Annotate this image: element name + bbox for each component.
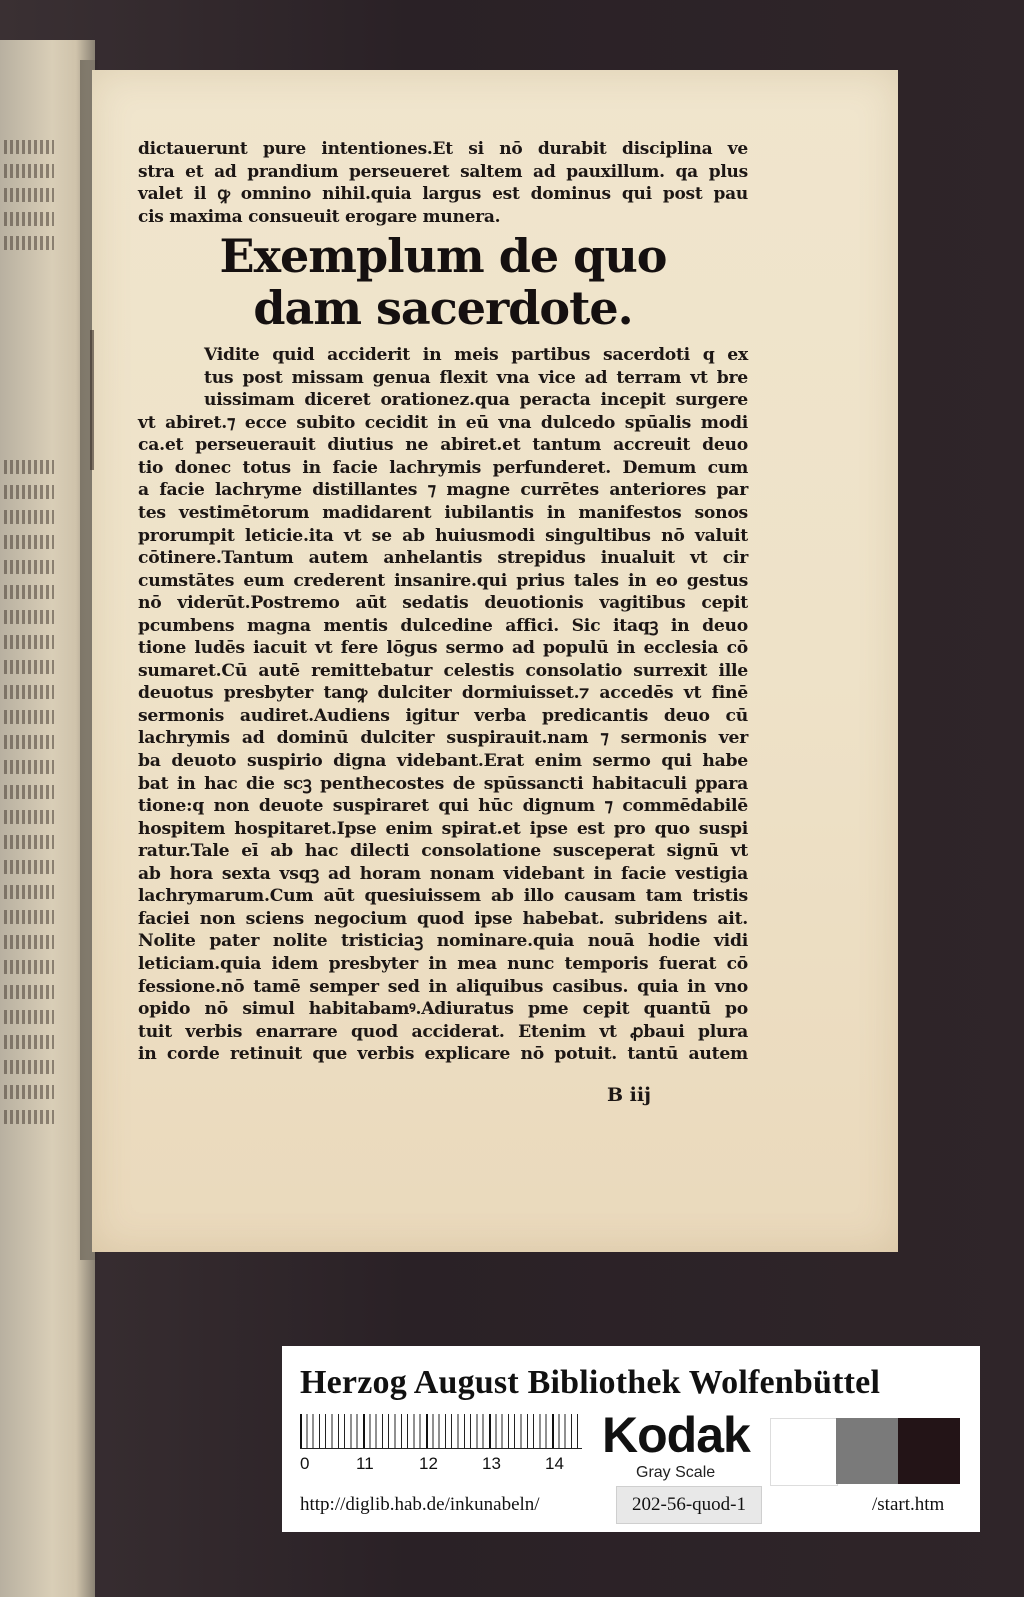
intro-paragraph <box>138 138 748 228</box>
text-line: bat in hac die scꝫ penthecostes de spūssancti habitaculi ꝑpara <box>138 773 748 794</box>
ruler-major-tick <box>552 1414 554 1448</box>
measurement-ruler <box>300 1414 582 1473</box>
text-line: prorumpit leticie.ita vt se ab huiusmodi singultibus nō valuit <box>138 525 748 546</box>
text-block <box>138 138 748 1066</box>
text-line: cōtinere.Tantum autem anhelantis strepidus inualuit vt cir <box>138 548 748 569</box>
incunable-page <box>92 70 898 1252</box>
kodak-logo: Kodak <box>602 1407 750 1463</box>
library-title: Herzog August Bibliothek Wolfenbüttel <box>300 1364 881 1401</box>
text-line: nō viderūt.Postremo aūt sedatis deuotionis vagitibus cepit <box>138 593 748 614</box>
scan-target-card <box>282 1346 980 1532</box>
text-line: pcumbens magna mentis dulcedine affici. Sic itaqꝫ in deuo <box>138 615 748 636</box>
text-line: tuit verbis enarrare quod acciderat. Etenim vt ꝓbaui plura <box>138 1021 748 1042</box>
text-line: sumaret.Cū autē remittebatur celestis consolatio surrexit ille <box>138 660 748 681</box>
text-line: tus post missam genua flexit vna vice ad terram vt bre <box>204 367 748 388</box>
text-line: a facie lachryme distillantes ⁊ magne currētes anteriores par <box>138 480 748 501</box>
text-line: ba deuoto suspirio digna videbant.Erat enim sermo qui habe <box>138 751 748 772</box>
text-line: faciei non sciens negocium quod ipse habebat. subridens ait. <box>138 908 748 929</box>
text-line: cumstātes eum crederent insanire.qui prius tales in eo gestus <box>138 570 748 591</box>
heading-line: dam sacerdote. <box>253 281 633 336</box>
gray-patch-mid <box>836 1418 898 1484</box>
text-line: stra et ad prandium perseueret saltem ad pauxillum. qa plus <box>138 161 748 182</box>
text-line: valet il ꝙ omnino nihil.quia largus est dominus qui post pau <box>138 184 748 205</box>
text-line: cis maxima consueuit erogare munera. <box>138 206 501 227</box>
shelfmark-code: 202-56-quod-1 <box>616 1486 762 1524</box>
gray-patch-white <box>770 1418 838 1486</box>
text-line: vt abiret.⁊ ecce subito cecidit in eū vna dulcedo spūalis modi <box>138 412 748 433</box>
text-line: hospitem hospitaret.Ipse enim spirat.et ipse est pro quo suspi <box>138 818 748 839</box>
text-line: Nolite pater nolite tristiciaꝫ nominare.quia nouā hodie vidi <box>138 931 748 952</box>
text-line: Vidite quid acciderit in meis partibus sacerdoti q ex <box>204 345 748 366</box>
text-line: ratur.Tale eī ab hac dilecti consolatione susceperat signū vt <box>138 841 748 862</box>
text-line: opido nō simul habitabamꝰ.Adiuratus pme cepit quantū po <box>138 999 748 1020</box>
text-line: lachrymarum.Cum aūt quesiuissem ab illo causam tam tristis <box>138 886 748 907</box>
ruler-number: 12 <box>419 1454 438 1473</box>
gray-scale-label: Gray Scale <box>636 1464 716 1481</box>
text-line: sermonis audiret.Audiens igitur verba predicantis deuo cū <box>138 705 748 726</box>
text-line: dictauerunt pure intentiones.Et si nō durabit disciplina ve <box>138 139 748 159</box>
margin-mark <box>90 330 94 470</box>
text-line: tio donec totus in facie lachrymis perfunderet. Demum cum <box>138 457 748 478</box>
text-line: ab hora sexta vsqꝫ ad horam nonam videbant in facie vestigia <box>138 863 748 884</box>
ruler-number: 13 <box>482 1454 501 1473</box>
text-line: tione ludēs iacuit vt fere lōgus sermo ad populū in ecclesia cō <box>138 638 748 659</box>
ruler-major-tick <box>300 1414 302 1448</box>
url-suffix: /start.htm <box>872 1494 945 1515</box>
ruler-ticks <box>300 1414 582 1449</box>
ruler-major-tick <box>489 1414 491 1448</box>
ruler-number: 0 <box>300 1454 310 1473</box>
ruler-number: 11 <box>356 1454 374 1473</box>
text-line: lachrymis ad dominū dulciter suspirauit.nam ⁊ sermonis ver <box>138 728 748 749</box>
section-heading <box>138 230 748 334</box>
gray-patch-dark <box>898 1418 960 1484</box>
heading-line: Exemplum de quo <box>219 229 667 284</box>
text-line: ca.et perseuerauit diutius ne abiret.et tantum accreuit deuo <box>138 435 748 456</box>
signature-mark: B iij <box>607 1084 651 1106</box>
ruler-major-tick <box>363 1414 365 1448</box>
text-line: in corde retinuit que verbis explicare nō potuit. tantū autem <box>138 1044 748 1065</box>
ruler-number: 14 <box>545 1454 564 1473</box>
text-line: tes vestimētorum madidarent iubilantis in manifestos sonos <box>138 503 748 524</box>
text-line: tione:q non deuote suspiraret qui hūc dignum ⁊ commēdabilē <box>138 796 748 817</box>
text-line: fessione.nō tamē semper sed in aliquibus casibus. quia in vno <box>138 976 748 997</box>
text-line: uissimam diceret orationez.qua peracta incepit surgere <box>204 390 748 411</box>
ruler-major-tick <box>426 1414 428 1448</box>
body-paragraph <box>138 344 748 1066</box>
text-line: deuotus presbyter tanꝙ dulciter dormiuisset.⁊ accedēs vt finē <box>138 683 748 704</box>
source-url: http://diglib.hab.de/inkunabeln/ <box>300 1494 540 1515</box>
text-line: leticiam.quia idem presbyter in mea nunc temporis fuerat cō <box>138 953 748 974</box>
